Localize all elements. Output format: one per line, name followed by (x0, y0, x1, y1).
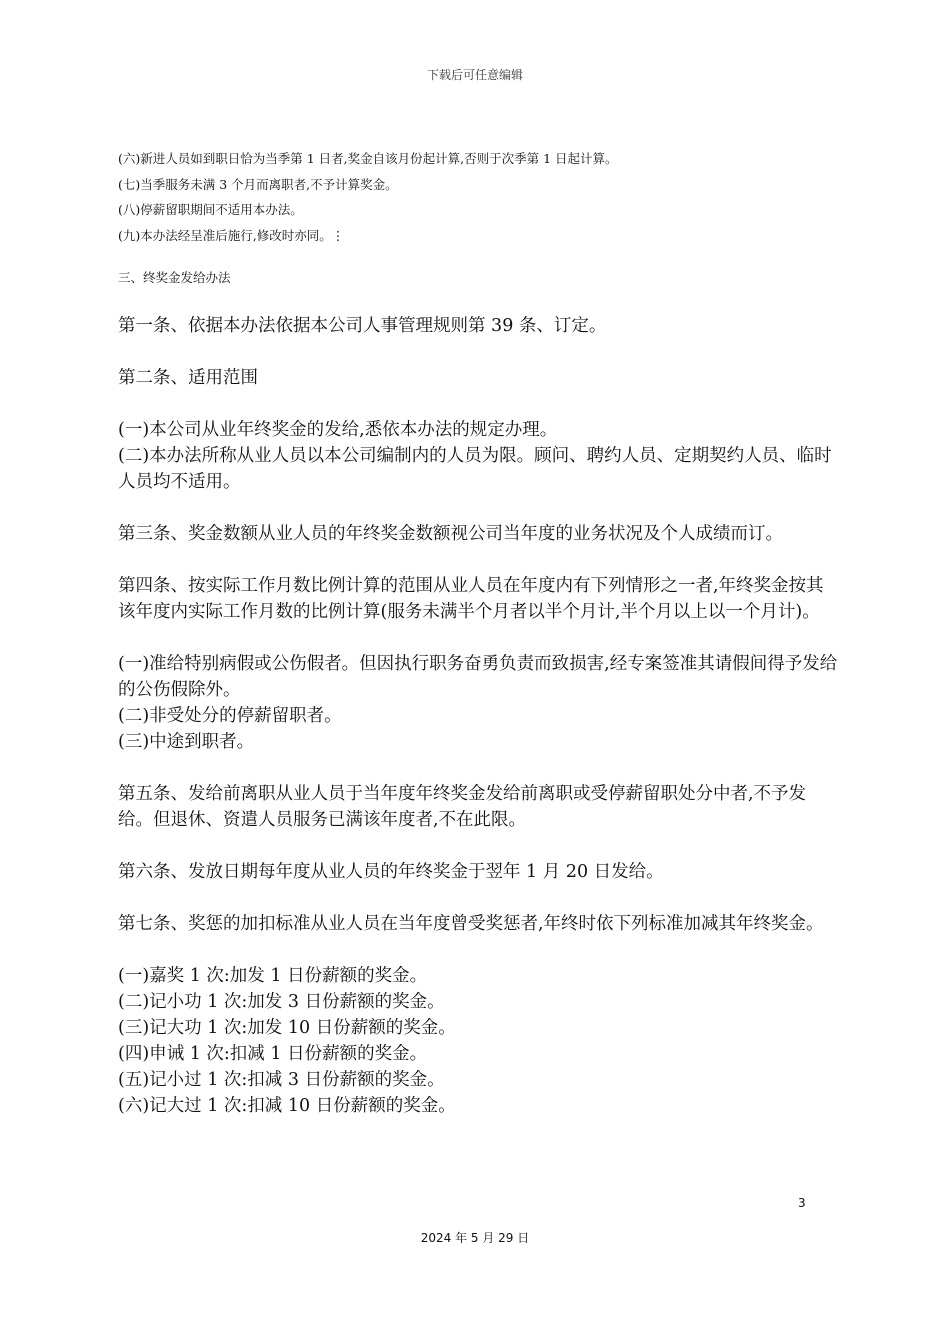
article-7-item-3: (三)记大功 1 次:加发 10 日份薪额的奖金。 (118, 1018, 456, 1038)
clause-6: (六)新进人员如到职日恰为当季第 1 日者,奖金自该月份起计算,否则于次季第 1 日起计算。 (118, 151, 618, 166)
article-4-item-2: (二)非受处分的停薪留职者。 (118, 706, 342, 726)
article-5: 第五条、发给前离职从业人员于当年度年终奖金发给前离职或受停薪留职处分中者,不予发给。但退休、资遣人员服务已满该年度者,不在此限。 (118, 784, 807, 830)
clause-9: (九)本办法经呈准后施行,修改时亦同。⋮ (118, 227, 345, 243)
article-7-item-4: (四)申诫 1 次:扣减 1 日份薪额的奖金。 (118, 1044, 428, 1064)
section-title: 三、终奖金发给办法 (118, 270, 231, 285)
article-7-item-1: (一)嘉奖 1 次:加发 1 日份薪额的奖金。 (118, 966, 428, 986)
article-7-item-5: (五)记小过 1 次:扣减 3 日份薪额的奖金。 (118, 1070, 445, 1090)
continued-clauses (118, 146, 838, 248)
article-7-item-2: (二)记小功 1 次:加发 3 日份薪额的奖金。 (118, 992, 445, 1012)
article-4-item-3: (三)中途到职者。 (118, 732, 255, 752)
article-1: 第一条、依据本办法依据本公司人事管理规则第 39 条、订定。 (118, 316, 607, 336)
article-4-item-1: (一)准给特别病假或公伤假者。但因执行职务奋勇负责而致损害,经专案签准其请假间得予发给的公伤假除外。 (118, 654, 838, 700)
article-3: 第三条、奖金数额从业人员的年终奖金数额视公司当年度的业务状况及个人成绩而订。 (118, 524, 783, 544)
article-2-item-2: (二)本办法所称从业人员以本公司编制内的人员为限。顾问、聘约人员、定期契约人员、临时人员均不适用。 (118, 446, 832, 492)
document-body (118, 313, 838, 1119)
article-4: 第四条、按实际工作月数比例计算的范围从业人员在年度内有下列情形之一者,年终奖金按其该年度内实际工作月数的比例计算(服务未满半个月者以半个月计,半个月以上以一个月计)。 (118, 576, 824, 622)
article-7-item-6: (六)记大过 1 次:扣减 10 日份薪额的奖金。 (118, 1096, 456, 1116)
page-number: 3 (798, 1196, 806, 1210)
page-header: 下载后可任意编辑 (426, 68, 523, 82)
article-7: 第七条、奖惩的加扣标准从业人员在当年度曾受奖惩者,年终时依下列标准加减其年终奖金。 (118, 914, 824, 934)
clause-7: (七)当季服务未满 3 个月而离职者,不予计算奖金。 (118, 176, 398, 192)
article-2: 第二条、适用范围 (118, 368, 258, 388)
clause-8: (八)停薪留职期间不适用本办法。 (118, 202, 303, 217)
footer-date: 2024 年 5 月 29 日 (420, 1231, 530, 1245)
article-2-item-1: (一)本公司从业年终奖金的发给,悉依本办法的规定办理。 (118, 420, 558, 440)
article-6: 第六条、发放日期每年度从业人员的年终奖金于翌年 1 月 20 日发给。 (118, 862, 664, 882)
